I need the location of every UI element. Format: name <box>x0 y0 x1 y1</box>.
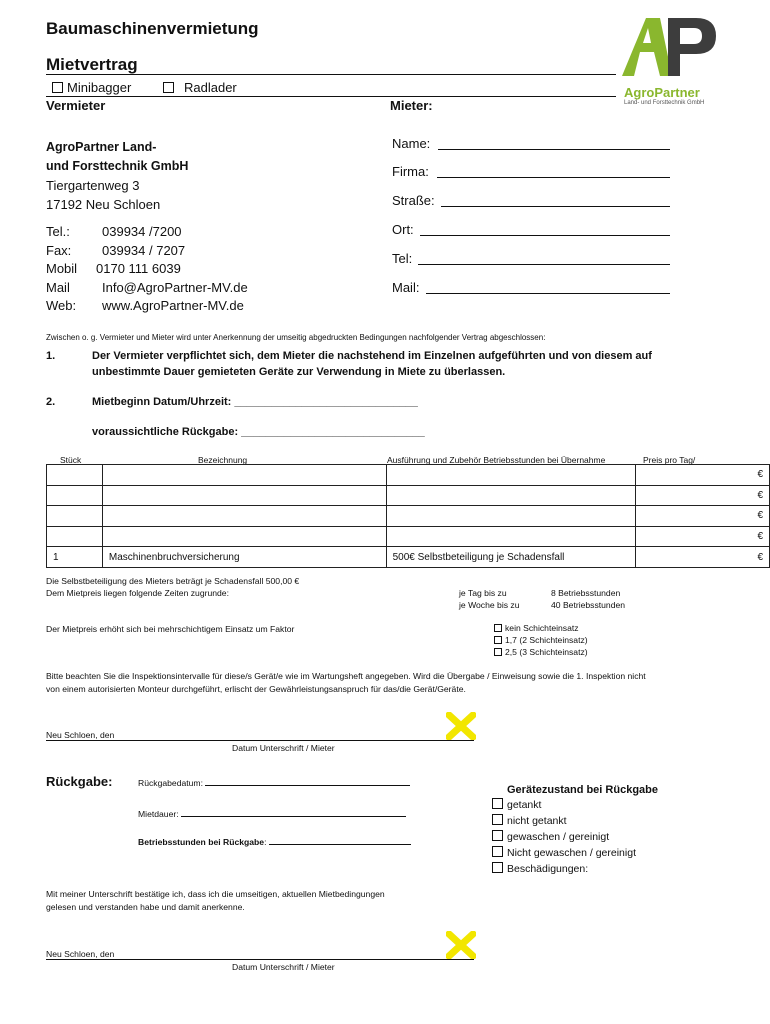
factor-intro: Der Mietpreis erhöht sich bei mehrschichtigem Einsatz um Faktor <box>46 624 295 634</box>
checkbox-condition-2[interactable] <box>492 814 503 825</box>
clause-1-line-1: Der Vermieter verpflichtet sich, dem Mieter die nachstehend im Einzelnen aufgeführten und von diesem auf <box>92 350 652 362</box>
cell-qty[interactable] <box>47 526 103 547</box>
cell-name[interactable] <box>102 485 386 506</box>
table-row <box>47 547 770 568</box>
condition-heading: Gerätezustand bei Rückgabe <box>507 784 658 796</box>
equipment-table <box>46 464 770 568</box>
contact-mail: Mail Info@AgroPartner-MV.de <box>46 279 248 295</box>
cell-details[interactable] <box>386 485 636 506</box>
lessor-city: 17192 Neu Schloen <box>46 197 161 212</box>
contact-mobile: Mobil 0170 111 6039 <box>46 261 181 276</box>
col-header-name: Bezeichnung <box>198 455 248 465</box>
signature-1-line[interactable] <box>46 740 474 741</box>
lessor-heading: Vermieter <box>46 98 106 113</box>
condition-option-1[interactable]: getankt <box>492 798 541 811</box>
factor-option-3[interactable]: 2,5 (3 Schichteinsatz) <box>494 647 588 657</box>
cell-qty[interactable] <box>47 506 103 527</box>
lessee-company-label: Firma: <box>392 164 429 179</box>
return-hours-field[interactable]: Betriebsstunden bei Rückgabe: <box>138 837 411 847</box>
time-week-value: 40 Betriebsstunden <box>551 600 626 610</box>
col-header-details: Ausführung und Zubehör Betriebsstunden bei Übernahme <box>387 455 606 465</box>
lessee-phone-label: Tel: <box>392 251 413 266</box>
intro-text: Zwischen o. g. Vermieter und Mieter wird unter Anerkennung der umseitig abgedruckten Bedingungen nachfolgender Vertrag abgeschlossen: <box>46 333 546 342</box>
contact-fax: Fax: 039934 / 7207 <box>46 242 186 258</box>
condition-option-3[interactable]: gewaschen / gereinigt <box>492 830 609 843</box>
page-title: Baumaschinenvermietung <box>46 19 259 38</box>
contact-web: Web: www.AgroPartner-MV.de <box>46 298 244 313</box>
col-header-price: Preis pro Tag/___ <box>643 455 710 465</box>
checkbox-condition-4[interactable] <box>492 846 503 857</box>
checkbox-condition-5[interactable] <box>492 862 503 873</box>
table-row <box>47 506 770 527</box>
clause-1-line-2: unbestimmte Dauer gemieteten Geräte zur Verwendung in Miete zu überlassen. <box>92 366 506 378</box>
lessee-name-field[interactable] <box>438 149 670 150</box>
lessor-contacts <box>46 223 248 316</box>
inspection-line-2: von einem autorisierten Monteur durchgeführt, erlischt der Gewährleistungsanspruch für das/die Gerät/Geräte. <box>46 684 466 694</box>
cell-name[interactable]: Maschinenbruchversicherung <box>102 547 386 568</box>
lessee-city-label: Ort: <box>392 222 414 237</box>
logo-tagline: Land- und Forsttechnik GmbH <box>624 100 705 106</box>
checkbox-minibagger[interactable] <box>52 82 63 93</box>
document-subtitle: Mietvertrag <box>46 55 138 74</box>
cell-name[interactable] <box>102 465 386 486</box>
cell-price[interactable]: € <box>636 465 770 486</box>
inspection-line-1: Bitte beachten Sie die Inspektionsintervalle für diese/s Gerät/e wie im Wartungsheft angegeben. Wird die Übergabe / Einweisung sowie die 1. Inspektion nicht <box>46 671 646 681</box>
lessee-phone-field[interactable] <box>418 264 670 265</box>
checkbox-factor-2[interactable] <box>494 636 502 644</box>
lessee-company-field[interactable] <box>437 177 670 178</box>
cell-details[interactable] <box>386 506 636 527</box>
lessee-mail-field[interactable] <box>426 293 670 294</box>
option-radlader[interactable]: Radlader <box>163 80 237 95</box>
cell-details[interactable]: 500€ Selbstbeteiligung je Schadensfall <box>386 547 636 568</box>
factor-option-2[interactable]: 1,7 (2 Schichteinsatz) <box>494 635 588 645</box>
confirmation-line-1: Mit meiner Unterschrift bestätige ich, dass ich die umseitigen, aktuellen Mietbedingungen <box>46 889 385 899</box>
cell-qty[interactable]: 1 <box>47 547 103 568</box>
table-row <box>47 485 770 506</box>
cell-details[interactable] <box>386 526 636 547</box>
rental-duration-field[interactable]: Mietdauer: <box>138 809 406 819</box>
checkbox-factor-1[interactable] <box>494 624 502 632</box>
expected-return-field[interactable]: voraussichtliche Rückgabe: ______________________________ <box>92 426 425 438</box>
factor-option-1[interactable]: kein Schichteinsatz <box>494 623 579 633</box>
table-row <box>47 465 770 486</box>
lessee-name-label: Name: <box>392 136 431 151</box>
sign-here-x-icon <box>446 712 476 740</box>
cell-name[interactable] <box>102 526 386 547</box>
checkbox-condition-1[interactable] <box>492 798 503 809</box>
time-day-label: je Tag bis zu <box>459 588 507 598</box>
confirmation-line-2: gelesen und verstanden habe und damit anerkenne. <box>46 902 245 912</box>
signature-2-caption: Datum Unterschrift / Mieter <box>232 962 335 972</box>
cell-price[interactable]: € <box>636 485 770 506</box>
lessor-street: Tiergartenweg 3 <box>46 178 140 193</box>
lessee-heading: Mieter: <box>390 98 433 113</box>
clause-1-number: 1. <box>46 350 56 362</box>
checkbox-condition-3[interactable] <box>492 830 503 841</box>
ap-logo-mark <box>620 14 724 78</box>
cell-price[interactable]: € <box>636 506 770 527</box>
col-header-qty: Stück <box>60 455 82 465</box>
option-minibagger[interactable]: Minibagger <box>52 80 131 95</box>
signature-1-caption: Datum Unterschrift / Mieter <box>232 743 335 753</box>
table-row <box>47 526 770 547</box>
rental-start-field[interactable]: Mietbeginn Datum/Uhrzeit: ______________________________ <box>92 396 418 408</box>
deductible-text: Die Selbstbeteiligung des Mieters beträgt je Schadensfall 500,00 € <box>46 576 300 586</box>
condition-option-4[interactable]: Nicht gewaschen / gereinigt <box>492 846 636 859</box>
cell-price[interactable]: € <box>636 547 770 568</box>
lessor-name-2: und Forsttechnik GmbH <box>46 159 189 173</box>
time-day-value: 8 Betriebsstunden <box>551 588 621 598</box>
condition-option-5[interactable]: Beschädigungen: <box>492 862 588 875</box>
return-date-field[interactable]: Rückgabedatum: <box>138 778 410 788</box>
lessor-name-1: AgroPartner Land- <box>46 140 157 154</box>
logo-brand: AgroPartner <box>624 85 700 100</box>
cell-qty[interactable] <box>47 465 103 486</box>
cell-qty[interactable] <box>47 485 103 506</box>
signature-1-place: Neu Schloen, den <box>46 730 115 740</box>
cell-price[interactable]: € <box>636 526 770 547</box>
lessee-mail-label: Mail: <box>392 280 420 295</box>
lessee-street-label: Straße: <box>392 193 435 208</box>
options-rule <box>46 96 616 97</box>
checkbox-radlader[interactable] <box>163 82 174 93</box>
company-logo <box>620 14 724 112</box>
cell-name[interactable] <box>102 506 386 527</box>
clause-2-number: 2. <box>46 396 56 408</box>
signature-2-place: Neu Schloen, den <box>46 949 115 959</box>
cell-details[interactable] <box>386 465 636 486</box>
times-intro: Dem Mietpreis liegen folgende Zeiten zugrunde: <box>46 588 229 598</box>
signature-2-line[interactable] <box>46 959 474 960</box>
time-week-label: je Woche bis zu <box>459 600 520 610</box>
return-heading: Rückgabe: <box>46 774 113 789</box>
header-rule <box>46 74 616 75</box>
sign-here-x-icon <box>446 931 476 959</box>
condition-option-2[interactable]: nicht getankt <box>492 814 567 827</box>
lessee-street-field[interactable] <box>441 206 670 207</box>
lessee-city-field[interactable] <box>420 235 670 236</box>
contact-phone: Tel.: 039934 /7200 <box>46 224 182 239</box>
checkbox-factor-3[interactable] <box>494 648 502 656</box>
